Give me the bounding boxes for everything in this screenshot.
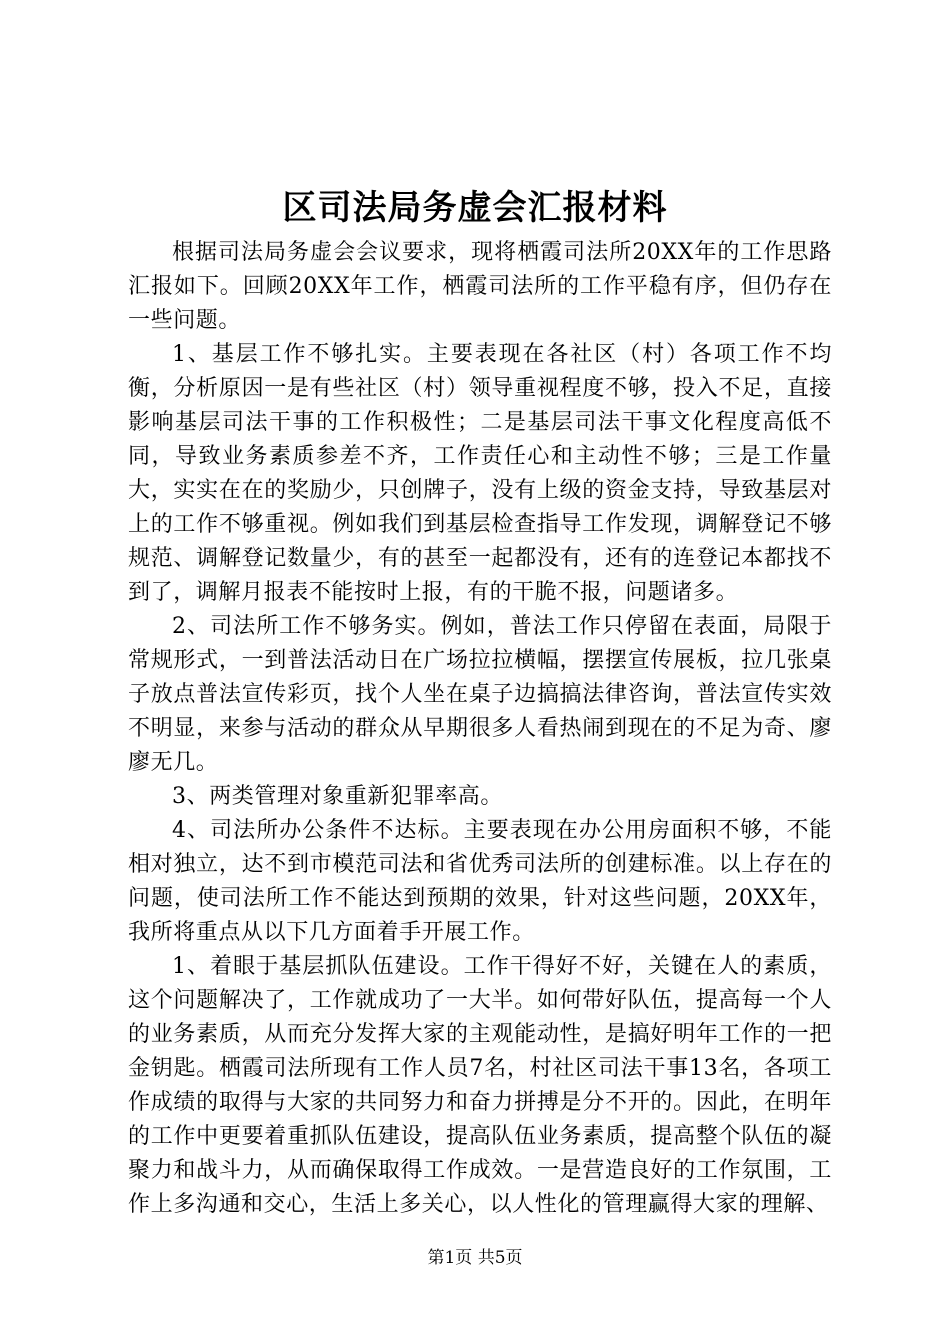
paragraph-issue-1: 1、基层工作不够扎实。主要表现在各社区（村）各项工作不均衡，分析原因一是有些社区（村）领导重视程度不够，投入不足，直接影响基层司法干事的工作积极性；二是基层司法干事文化程度高低不同，导致业务素质参差不齐，工作责任心和主动性不够；三是工作量大，实实在在的奖励少，只创牌子，没有上级的资金支持，导致基层对上的工作不够重视。例如我们到基层检查指导工作发现，调解登记不够规范、调解登记数量少，有的甚至一起都没有，还有的连登记本都找不到了，调解月报表不能按时上报，有的干脆不报，问题诸多。 bbox=[128, 342, 832, 605]
paragraph-issue-3: 3、两类管理对象重新犯罪率高。 bbox=[172, 784, 503, 809]
paragraph-issue-2: 2、司法所工作不够务实。例如，普法工作只停留在表面，局限于常规形式，一到普法活动日在广场拉拉横幅，摆摆宣传展板，拉几张桌子放点普法宣传彩页，找个人坐在桌子边搞搞法律咨询，普法宣传实效不明显，来参与活动的群众从早期很多人看热闹到现在的不足为奇、廖廖无几。 bbox=[128, 614, 832, 775]
paragraph-plan-1: 1、着眼于基层抓队伍建设。工作干得好不好，关键在人的素质，这个问题解决了，工作就成功了一大半。如何带好队伍，提高每一个人的业务素质，从而充分发挥大家的主观能动性，是搞好明年工作的一把金钥匙。栖霞司法所现有工作人员7名，村社区司法干事13名，各项工作成绩的取得与大家的共同努力和奋力拼搏是分不开的。因此，在明年的工作中更要着重抓队伍建设，提高队伍业务素质，提高整个队伍的凝聚力和战斗力，从而确保取得工作成效。一是营造良好的工作氛围，工作上多沟通和交心，生活上多关心，以人性化的管理赢得大家的理解、 bbox=[128, 954, 832, 1217]
paragraph-issue-4: 4、司法所办公条件不达标。主要表现在办公用房面积不够，不能相对独立，达不到市模范司法和省优秀司法所的创建标准。以上存在的问题，使司法所工作不能达到预期的效果，针对这些问题，20XX年，我所将重点从以下几方面着手开展工作。 bbox=[128, 818, 832, 945]
document-title: 区司法局务虚会汇报材料 bbox=[282, 188, 668, 228]
document-body bbox=[128, 236, 832, 1222]
paragraph-intro: 根据司法局务虚会会议要求，现将栖霞司法所20XX年的工作思路汇报如下。回顾20XX年工作，栖霞司法所的工作平稳有序，但仍存在一些问题。 bbox=[128, 240, 832, 333]
page-number-footer: 第1页 共5页 bbox=[427, 1248, 523, 1268]
